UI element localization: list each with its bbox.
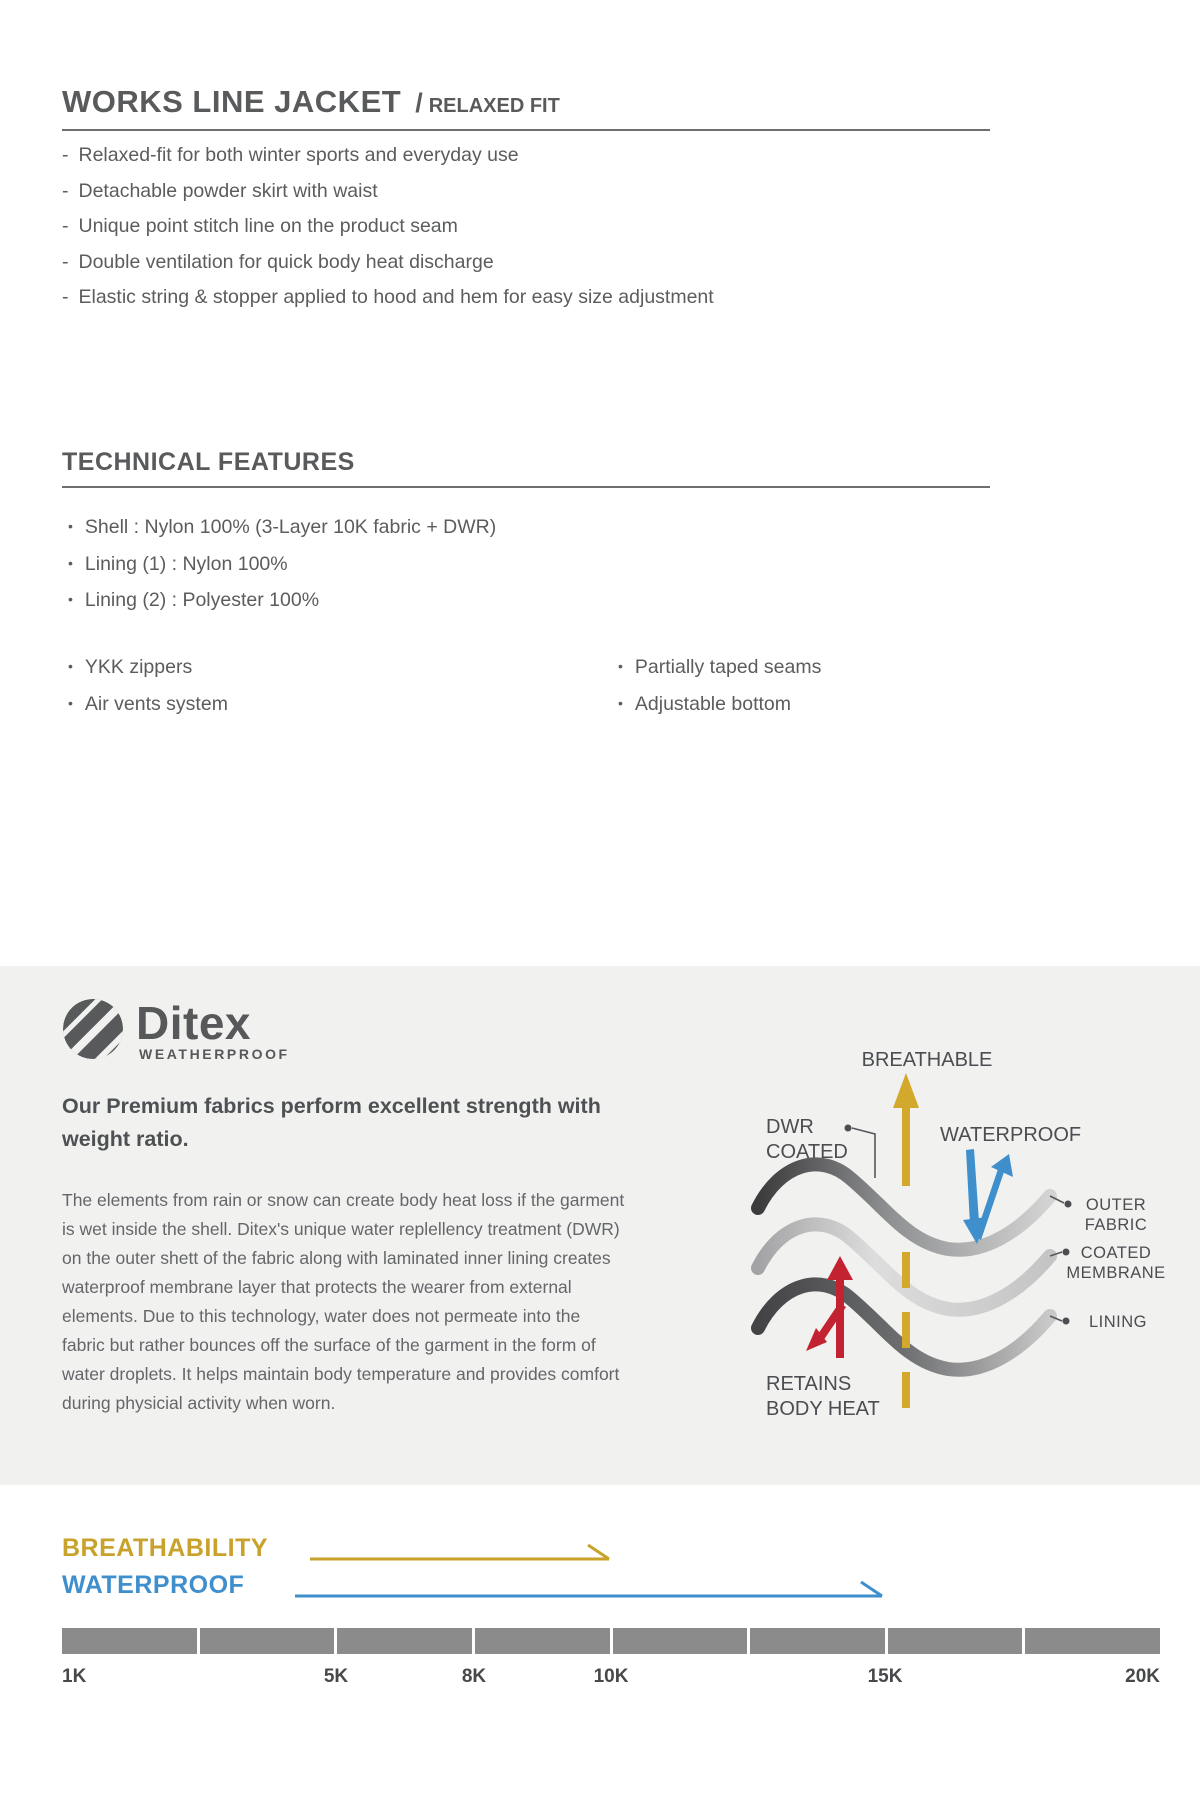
scale-label-1k: 1K	[62, 1666, 87, 1687]
fit-label	[415, 88, 560, 119]
feature-item: - Relaxed-fit for both winter sports and everyday use	[62, 146, 962, 166]
materials-list	[68, 518, 968, 628]
rating-waterproof-label: WATERPROOF	[62, 1571, 245, 1599]
feature-item: - Unique point stitch line on the product seam	[62, 217, 962, 237]
extras-list-right	[618, 658, 821, 731]
scale-bar	[62, 1628, 1160, 1654]
material-item: • Shell : Nylon 100% (3-Layer 10K fabric + DWR)	[68, 518, 968, 539]
material-item: • Lining (1) : Nylon 100%	[68, 555, 968, 576]
svg-text:FABRIC: FABRIC	[1084, 1216, 1148, 1234]
svg-text:BODY HEAT: BODY HEAT	[766, 1398, 880, 1420]
breathable-label: BREATHABLE	[861, 1049, 993, 1071]
title-rule	[62, 129, 990, 131]
scale-label-8k: 8K	[461, 1666, 487, 1687]
rating-waterproof-line	[295, 1581, 885, 1604]
lining-label: LINING	[1088, 1313, 1148, 1331]
extra-item: • Air vents system	[68, 695, 228, 716]
scale-segment	[337, 1628, 472, 1654]
leader-lines	[852, 1128, 1064, 1321]
header	[62, 84, 990, 131]
scale-segment	[475, 1628, 610, 1654]
scale-segment	[62, 1628, 197, 1654]
extra-item: • Partially taped seams	[618, 658, 821, 679]
coated-membrane-label: COATED	[1080, 1244, 1152, 1262]
scale-segment	[200, 1628, 335, 1654]
ditex-logo-icon	[62, 998, 124, 1060]
fit-text: RELAXED FIT	[428, 95, 560, 117]
feature-item: - Double ventilation for quick body heat discharge	[62, 253, 962, 273]
fit-slash: /	[415, 88, 423, 118]
waterproof-label: WATERPROOF	[940, 1124, 1082, 1146]
feature-item: - Detachable powder skirt with waist	[62, 182, 962, 202]
material-item: • Lining (2) : Polyester 100%	[68, 591, 968, 612]
svg-text:MEMBRANE: MEMBRANE	[1066, 1264, 1166, 1282]
retains-body-heat-label: RETAINS	[766, 1373, 852, 1395]
scale-segment	[1025, 1628, 1160, 1654]
leader-dots	[845, 1125, 1072, 1325]
extras-list-left	[68, 658, 228, 731]
body-heat-arrow	[806, 1256, 853, 1358]
ditex-headline: Our Premium fabrics perform excellent strength with weight ratio.	[62, 1094, 601, 1151]
scale-segment	[750, 1628, 885, 1654]
rating-breathability-line	[310, 1544, 612, 1567]
fabric-diagram	[630, 1000, 1190, 1475]
scale-label-20k: 20K	[1125, 1666, 1160, 1687]
brand-wordmark: Ditex	[136, 997, 251, 1049]
svg-text:COATED: COATED	[766, 1141, 848, 1163]
ditex-body-text: The elements from rain or snow can create body heat loss if the garment is wet inside the shell. Ditex's unique water replellency treatment (DWR) on the outer shett of the fabric along with laminated inner lining creates waterproof membrane layer that protects the wearer from external elements. Due to this technology, water does not permeate into the fabric but rather bounces off the surface of the garment in the form of water droplets. It helps maintain body temperature and provides comfort during physicial activity when worn.	[62, 1190, 625, 1413]
page-title: WORKS LINE JACKET	[62, 84, 402, 119]
scale-label-15k: 15K	[867, 1666, 903, 1687]
extra-item: • YKK zippers	[68, 658, 228, 679]
feature-list	[62, 146, 962, 324]
section-rule	[62, 486, 990, 488]
outer-fabric-label: OUTER	[1085, 1196, 1147, 1214]
section-heading: TECHNICAL FEATURES	[62, 448, 355, 476]
scale-label-10k: 10K	[593, 1666, 629, 1687]
extra-item: • Adjustable bottom	[618, 695, 821, 716]
rating-breathability-label: BREATHABILITY	[62, 1534, 269, 1562]
technical-features-header	[62, 448, 990, 488]
brand-tagline: WEATHERPROOF	[139, 1046, 290, 1062]
scale-segment	[613, 1628, 748, 1654]
dwr-coated-label: DWR	[766, 1116, 814, 1138]
scale-label-5k: 5K	[323, 1666, 349, 1687]
feature-item: - Elastic string & stopper applied to hood and hem for easy size adjustment	[62, 288, 962, 308]
scale-segment	[888, 1628, 1023, 1654]
